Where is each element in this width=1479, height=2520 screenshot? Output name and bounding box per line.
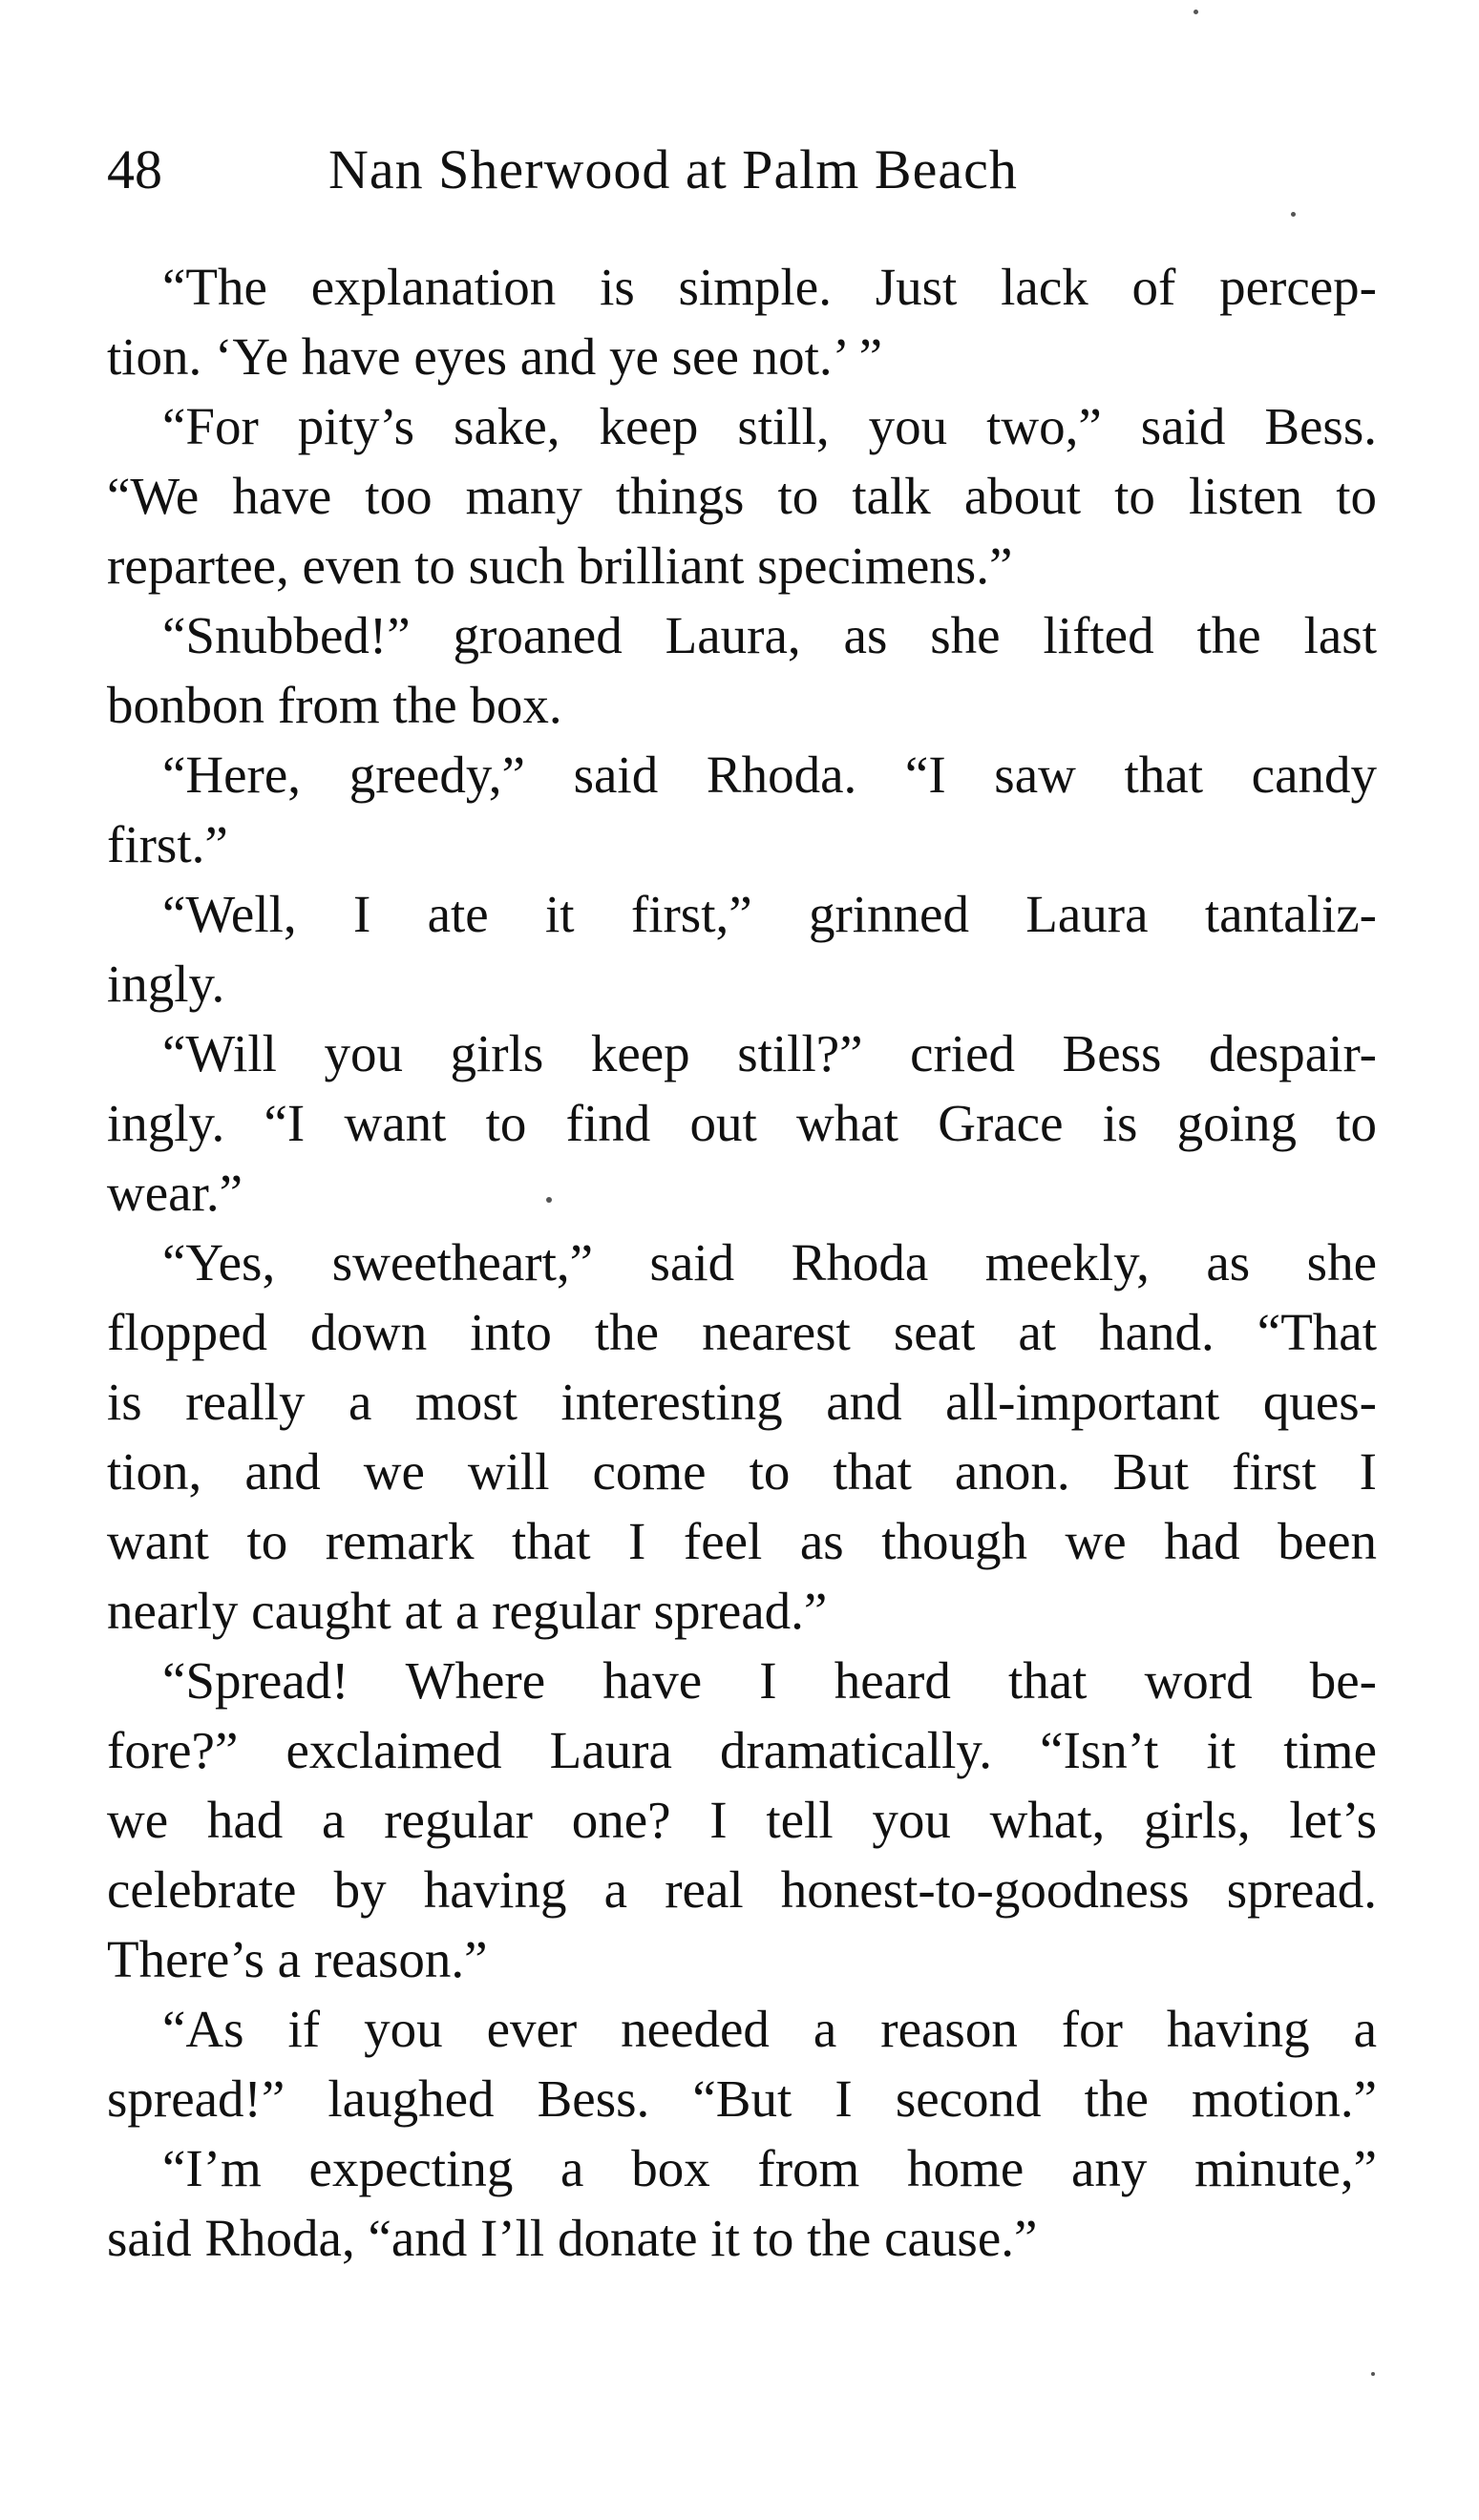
running-title: Nan Sherwood at Palm Beach bbox=[328, 138, 1018, 200]
text-line: ingly. “I want to find out what Grace is going to bbox=[107, 1094, 1377, 1152]
scan-speck bbox=[546, 1197, 552, 1203]
text-line: fore?” exclaimed Laura dramatically. “Isn’t it time bbox=[107, 1721, 1377, 1779]
text-line: “I’m expecting a box from home any minute,” bbox=[162, 2139, 1377, 2197]
text-line: “Well, I ate it first,” grinned Laura tantaliz- bbox=[162, 885, 1377, 943]
text-line: “The explanation is simple. Just lack of percep- bbox=[162, 258, 1377, 316]
scan-speck bbox=[1371, 2372, 1375, 2376]
text-line: “For pity’s sake, keep still, you two,” said Bess. bbox=[162, 397, 1377, 455]
text-line: want to remark that I feel as though we had been bbox=[107, 1512, 1377, 1570]
text-line: first.” bbox=[107, 815, 228, 873]
text-line: “As if you ever needed a reason for having a bbox=[162, 2000, 1377, 2058]
text-line: “Here, greedy,” said Rhoda. “I saw that candy bbox=[162, 746, 1377, 804]
text-line: “Spread! Where have I heard that word be- bbox=[162, 1651, 1377, 1710]
text-line: said Rhoda, “and I’ll donate it to the cause.” bbox=[107, 2209, 1038, 2267]
text-line: bonbon from the box. bbox=[107, 676, 562, 734]
scan-speck bbox=[1291, 212, 1296, 217]
text-line: tion. ‘Ye have eyes and ye see not.’ ” bbox=[107, 327, 883, 386]
text-line: “Snubbed!” groaned Laura, as she lifted the last bbox=[162, 606, 1377, 664]
text-line: “Yes, sweetheart,” said Rhoda meekly, as she bbox=[162, 1233, 1377, 1292]
page-number: 48 bbox=[107, 138, 162, 200]
text-line: nearly caught at a regular spread.” bbox=[107, 1582, 828, 1640]
scan-speck bbox=[1194, 10, 1198, 14]
text-line: celebrate by having a real honest-to-goodness spread. bbox=[107, 1860, 1377, 1919]
text-line: There’s a reason.” bbox=[107, 1930, 488, 1988]
text-line: is really a most interesting and all-important ques- bbox=[107, 1373, 1377, 1431]
text-line: flopped down into the nearest seat at hand. “That bbox=[107, 1303, 1377, 1361]
body-text bbox=[107, 252, 1377, 2273]
text-line: tion, and we will come to that anon. But first I bbox=[107, 1442, 1377, 1501]
text-line: “Will you girls keep still?” cried Bess despair- bbox=[162, 1024, 1377, 1082]
page-header bbox=[107, 132, 1377, 208]
text-line: we had a regular one? I tell you what, girls, let’s bbox=[107, 1791, 1377, 1849]
text-line: ingly. bbox=[107, 955, 225, 1013]
text-line: “We have too many things to talk about to listen to bbox=[107, 467, 1377, 525]
text-line: spread!” laughed Bess. “But I second the motion.” bbox=[107, 2069, 1377, 2128]
text-line: wear.” bbox=[107, 1164, 243, 1222]
text-line: repartee, even to such brilliant specimens.” bbox=[107, 536, 1013, 595]
